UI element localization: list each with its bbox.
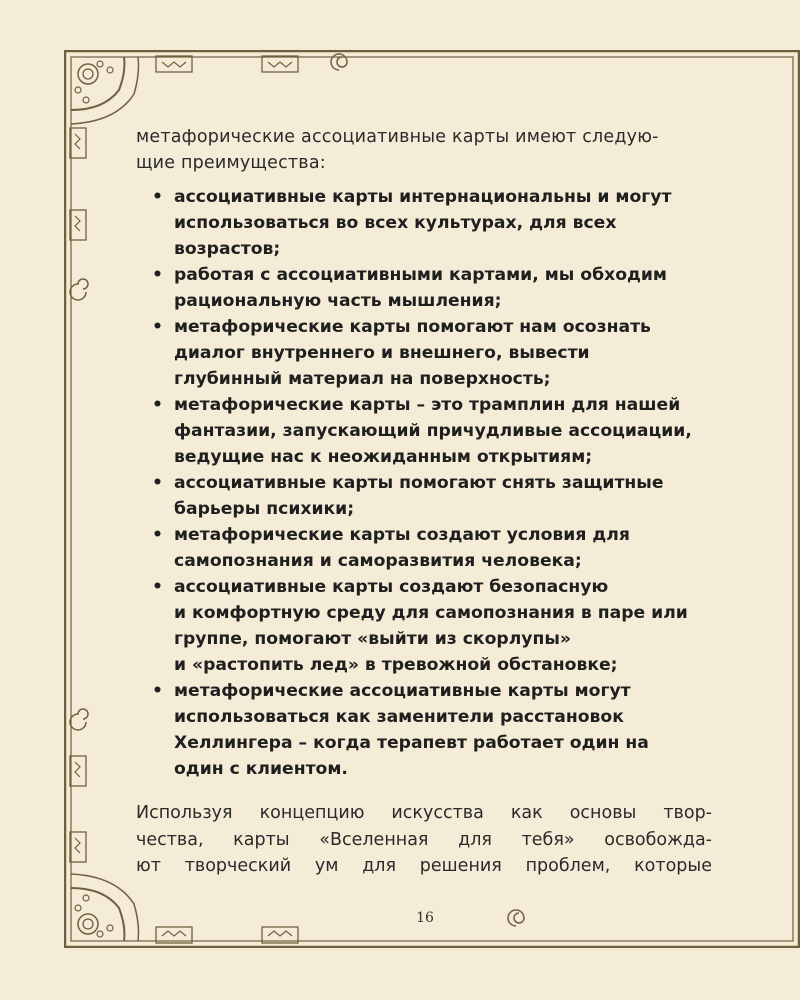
item-line: группе, помогают «выйти из скорлупы» <box>174 629 572 649</box>
item-line: использоваться во всех культурах, для всех <box>174 213 617 233</box>
intro-paragraph <box>136 124 716 176</box>
outro-line: Используя концепцию искусства как основы твор- <box>136 803 712 823</box>
item-line: и «растопить лед» в тревожной обстановке; <box>174 655 618 675</box>
list-item <box>136 314 726 392</box>
list-item <box>136 392 726 470</box>
item-line: ведущие нас к неожиданным открытиям; <box>174 447 593 467</box>
item-line: фантазии, запускающий причудливые ассоциации, <box>174 421 692 441</box>
list-item <box>136 678 726 782</box>
list-item <box>136 522 726 574</box>
list-item <box>136 574 726 678</box>
item-line: один с клиентом. <box>174 759 348 779</box>
item-line: использоваться как заменители расстановок <box>174 707 624 727</box>
bullet-icon: • <box>152 473 163 493</box>
intro-line: щие преимущества: <box>136 153 326 173</box>
item-line: метафорические карты помогают нам осознать <box>174 317 651 337</box>
item-line: ассоциативные карты создают безопасную <box>174 577 609 597</box>
bullet-icon: • <box>152 317 163 337</box>
advantages-list <box>136 184 726 782</box>
outro-line: чества, карты «Вселенная для тебя» освобожда- <box>136 829 712 850</box>
bullet-icon: • <box>152 187 163 207</box>
item-line: ассоциативные карты интернациональны и могут <box>174 187 672 207</box>
bullet-icon: • <box>152 395 163 415</box>
item-line: метафорические карты создают условия для <box>174 525 630 545</box>
item-line: самопознания и саморазвития человека; <box>174 551 582 571</box>
outro-line: ют творческий ум для решения проблем, которые <box>136 856 712 876</box>
item-line: работая с ассоциативными картами, мы обходим <box>174 265 667 285</box>
intro-line: метафорические ассоциативные карты имеют следую- <box>136 127 659 147</box>
item-line: Хеллингера – когда терапевт работает один на <box>174 733 649 753</box>
list-item <box>136 262 726 314</box>
bullet-icon: • <box>152 577 163 597</box>
bullet-icon: • <box>152 525 163 545</box>
list-item <box>136 184 726 262</box>
list-item <box>136 470 726 522</box>
item-line: диалог внутреннего и внешнего, вывести <box>174 343 590 363</box>
item-line: рациональную часть мышления; <box>174 291 502 311</box>
item-line: и комфортную среду для самопознания в паре или <box>174 603 688 623</box>
item-line: метафорические ассоциативные карты могут <box>174 681 631 701</box>
item-line: возрастов; <box>174 239 281 259</box>
page-number: 16 <box>416 910 434 926</box>
item-line: ассоциативные карты помогают снять защитные <box>174 473 664 493</box>
item-line: глубинный материал на поверхность; <box>174 369 551 389</box>
item-line: метафорические карты – это трамплин для нашей <box>174 395 681 415</box>
bullet-icon: • <box>152 265 163 285</box>
closing-paragraph <box>136 800 712 880</box>
item-line: барьеры психики; <box>174 499 355 519</box>
bullet-icon: • <box>152 681 163 701</box>
